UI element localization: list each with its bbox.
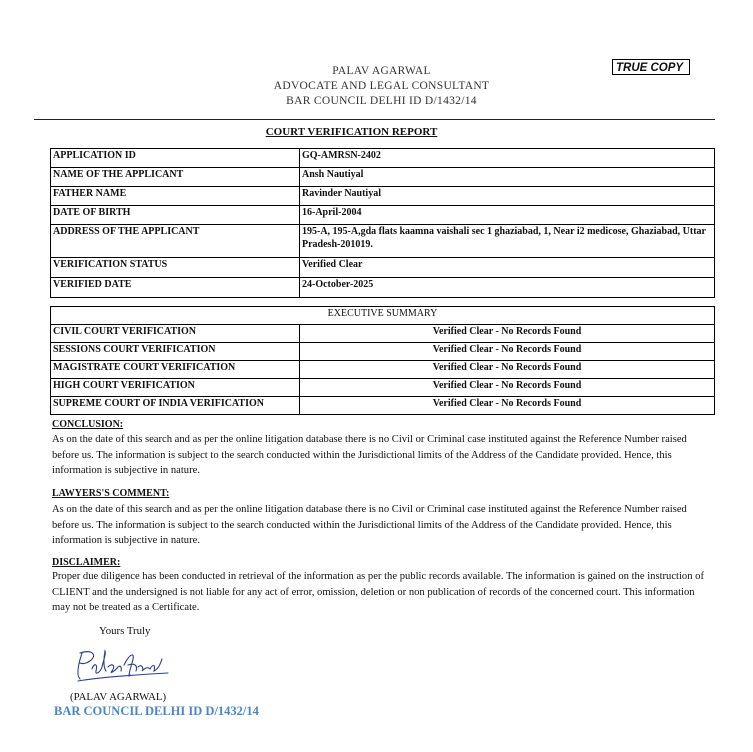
signature-icon [72, 645, 172, 687]
table-row [51, 325, 715, 343]
table-row [51, 379, 715, 397]
lawyer-comment-heading: LAWYERS'S COMMENT: [52, 488, 170, 499]
table-row [51, 258, 715, 278]
disclaimer-heading: DISCLAIMER: [52, 557, 121, 568]
summary-key: MAGISTRATE COURT VERIFICATION [51, 361, 300, 379]
lawyer-role: ADVOCATE AND LEGAL CONSULTANT [273, 80, 490, 92]
closing-text: Yours Truly [99, 625, 151, 637]
table-row [51, 187, 715, 206]
summary-value: Verified Clear - No Records Found [300, 397, 715, 415]
table-row [51, 168, 715, 187]
detail-key: NAME OF THE APPLICANT [51, 168, 300, 187]
table-row [51, 225, 715, 258]
detail-value: GQ-AMRSN-2402 [300, 149, 715, 168]
lawyer-name: PALAV AGARWAL [332, 65, 431, 77]
detail-value: 16-April-2004 [300, 206, 715, 225]
lawyer-comment-text: As on the date of this search and as per the online litigation database there is no Civil or Criminal case instituted against the Reference Number raised before us. The information is subject to the search conducted within the Jurisdictional limits of the Address of the Candidate provided. Hence, this information is subjective in nature. [52, 504, 687, 546]
summary-key: SESSIONS COURT VERIFICATION [51, 343, 300, 361]
table-row [51, 278, 715, 298]
table-row [51, 397, 715, 415]
summary-value: Verified Clear - No Records Found [300, 343, 715, 361]
signatory-name: (PALAV AGARWAL) [70, 691, 167, 703]
detail-key: ADDRESS OF THE APPLICANT [51, 225, 300, 258]
disclaimer-text: Proper due diligence has been conducted in retrieval of the information as per the public records available. The information is gained on the instruction of CLIENT and the undersigned is not liable for any act of error, omission, deletion or non publication of records of the concerned court. This information may not be treated as a Certificate. [52, 571, 704, 613]
conclusion-heading: CONCLUSION: [52, 419, 124, 430]
conclusion-text: As on the date of this search and as per the online litigation database there is no Civil or Criminal case instituted against the Reference Number raised before us. The information is subject to the search conducted within the Jurisdictional limits of the Address of the Candidate provided. Hence, this information is subjective in nature. [52, 434, 687, 476]
detail-value: 24-October-2025 [300, 278, 715, 298]
summary-key: CIVIL COURT VERIFICATION [51, 325, 300, 343]
table-row [51, 149, 715, 168]
detail-key: VERIFICATION STATUS [51, 258, 300, 278]
summary-key: HIGH COURT VERIFICATION [51, 379, 300, 397]
detail-value: Verified Clear [300, 258, 715, 278]
header-divider [34, 119, 715, 120]
table-row [51, 361, 715, 379]
signatory-council-id: BAR COUNCIL DELHI ID D/1432/14 [54, 704, 259, 718]
executive-summary-table [50, 306, 715, 415]
detail-key: APPLICATION ID [51, 149, 300, 168]
report-title: COURT VERIFICATION REPORT [265, 126, 438, 138]
summary-key: SUPREME COURT OF INDIA VERIFICATION [51, 397, 300, 415]
detail-key: FATHER NAME [51, 187, 300, 206]
detail-value: Ansh Nautiyal [300, 168, 715, 187]
table-row [51, 343, 715, 361]
detail-value: Ravinder Nautiyal [300, 187, 715, 206]
summary-heading: EXECUTIVE SUMMARY [51, 307, 715, 325]
lawyer-council-id: BAR COUNCIL DELHI ID D/1432/14 [286, 95, 477, 107]
true-copy-stamp: TRUE COPY [612, 59, 690, 75]
table-row [51, 307, 715, 325]
summary-value: Verified Clear - No Records Found [300, 325, 715, 343]
summary-value: Verified Clear - No Records Found [300, 361, 715, 379]
detail-key: DATE OF BIRTH [51, 206, 300, 225]
applicant-details-table [50, 148, 715, 298]
detail-key: VERIFIED DATE [51, 278, 300, 298]
table-row [51, 206, 715, 225]
summary-value: Verified Clear - No Records Found [300, 379, 715, 397]
signature [72, 645, 172, 692]
detail-value: 195-A, 195-A,gda flats kaamna vaishali sec 1 ghaziabad, 1, Near i2 medicose, Ghaziabad, Uttar Pradesh-201019. [300, 225, 715, 258]
